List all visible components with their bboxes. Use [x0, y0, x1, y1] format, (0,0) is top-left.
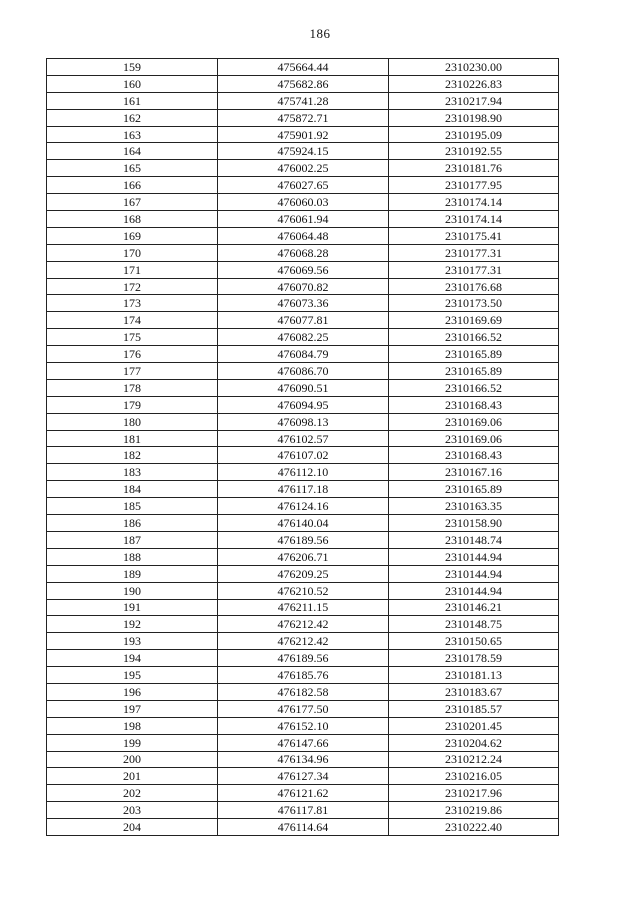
x-coordinate-cell: 476212.42 — [218, 633, 389, 650]
y-coordinate-cell: 2310166.52 — [389, 329, 559, 346]
y-coordinate-cell: 2310216.05 — [389, 768, 559, 785]
point-number-cell: 168 — [47, 211, 218, 228]
x-coordinate-cell: 476189.56 — [218, 650, 389, 667]
table-row — [47, 565, 559, 582]
coordinate-table-body — [47, 59, 559, 836]
y-coordinate-cell: 2310173.50 — [389, 295, 559, 312]
x-coordinate-cell: 476073.36 — [218, 295, 389, 312]
table-row — [47, 700, 559, 717]
y-coordinate-cell: 2310166.52 — [389, 379, 559, 396]
point-number-cell: 171 — [47, 261, 218, 278]
y-coordinate-cell: 2310212.24 — [389, 751, 559, 768]
point-number-cell: 162 — [47, 109, 218, 126]
point-number-cell: 160 — [47, 75, 218, 92]
point-number-cell: 184 — [47, 481, 218, 498]
y-coordinate-cell: 2310201.45 — [389, 717, 559, 734]
y-coordinate-cell: 2310226.83 — [389, 75, 559, 92]
table-row — [47, 227, 559, 244]
point-number-cell: 182 — [47, 447, 218, 464]
table-row — [47, 261, 559, 278]
x-coordinate-cell: 476209.25 — [218, 565, 389, 582]
x-coordinate-cell: 476124.16 — [218, 498, 389, 515]
table-row — [47, 768, 559, 785]
point-number-cell: 188 — [47, 548, 218, 565]
x-coordinate-cell: 476027.65 — [218, 177, 389, 194]
x-coordinate-cell: 476070.82 — [218, 278, 389, 295]
x-coordinate-cell: 476094.95 — [218, 396, 389, 413]
x-coordinate-cell: 476140.04 — [218, 515, 389, 532]
y-coordinate-cell: 2310169.06 — [389, 413, 559, 430]
table-row — [47, 413, 559, 430]
point-number-cell: 175 — [47, 329, 218, 346]
y-coordinate-cell: 2310168.43 — [389, 396, 559, 413]
y-coordinate-cell: 2310158.90 — [389, 515, 559, 532]
table-row — [47, 312, 559, 329]
table-row — [47, 447, 559, 464]
point-number-cell: 172 — [47, 278, 218, 295]
x-coordinate-cell: 476182.58 — [218, 683, 389, 700]
point-number-cell: 192 — [47, 616, 218, 633]
x-coordinate-cell: 476121.62 — [218, 785, 389, 802]
table-row — [47, 582, 559, 599]
y-coordinate-cell: 2310168.43 — [389, 447, 559, 464]
table-row — [47, 599, 559, 616]
point-number-cell: 166 — [47, 177, 218, 194]
y-coordinate-cell: 2310177.31 — [389, 244, 559, 261]
table-row — [47, 430, 559, 447]
table-row — [47, 244, 559, 261]
table-row — [47, 498, 559, 515]
table-row — [47, 616, 559, 633]
point-number-cell: 169 — [47, 227, 218, 244]
y-coordinate-cell: 2310174.14 — [389, 211, 559, 228]
y-coordinate-cell: 2310175.41 — [389, 227, 559, 244]
table-row — [47, 802, 559, 819]
x-coordinate-cell: 475682.86 — [218, 75, 389, 92]
table-row — [47, 650, 559, 667]
x-coordinate-cell: 476098.13 — [218, 413, 389, 430]
point-number-cell: 194 — [47, 650, 218, 667]
table-row — [47, 75, 559, 92]
point-number-cell: 190 — [47, 582, 218, 599]
x-coordinate-cell: 476211.15 — [218, 599, 389, 616]
table-row — [47, 667, 559, 684]
table-row — [47, 751, 559, 768]
point-number-cell: 193 — [47, 633, 218, 650]
point-number-cell: 163 — [47, 126, 218, 143]
y-coordinate-cell: 2310198.90 — [389, 109, 559, 126]
point-number-cell: 185 — [47, 498, 218, 515]
y-coordinate-cell: 2310230.00 — [389, 59, 559, 76]
y-coordinate-cell: 2310178.59 — [389, 650, 559, 667]
y-coordinate-cell: 2310163.35 — [389, 498, 559, 515]
y-coordinate-cell: 2310174.14 — [389, 194, 559, 211]
table-row — [47, 194, 559, 211]
y-coordinate-cell: 2310181.13 — [389, 667, 559, 684]
x-coordinate-cell: 476077.81 — [218, 312, 389, 329]
y-coordinate-cell: 2310219.86 — [389, 802, 559, 819]
table-row — [47, 363, 559, 380]
point-number-cell: 170 — [47, 244, 218, 261]
point-number-cell: 164 — [47, 143, 218, 160]
point-number-cell: 196 — [47, 683, 218, 700]
point-number-cell: 178 — [47, 379, 218, 396]
point-number-cell: 181 — [47, 430, 218, 447]
x-coordinate-cell: 476064.48 — [218, 227, 389, 244]
point-number-cell: 186 — [47, 515, 218, 532]
table-row — [47, 717, 559, 734]
table-row — [47, 92, 559, 109]
y-coordinate-cell: 2310144.94 — [389, 548, 559, 565]
table-row — [47, 548, 559, 565]
y-coordinate-cell: 2310167.16 — [389, 464, 559, 481]
y-coordinate-cell: 2310150.65 — [389, 633, 559, 650]
point-number-cell: 187 — [47, 531, 218, 548]
point-number-cell: 198 — [47, 717, 218, 734]
x-coordinate-cell: 476177.50 — [218, 700, 389, 717]
point-number-cell: 173 — [47, 295, 218, 312]
point-number-cell: 203 — [47, 802, 218, 819]
x-coordinate-cell: 476210.52 — [218, 582, 389, 599]
x-coordinate-cell: 475664.44 — [218, 59, 389, 76]
table-row — [47, 531, 559, 548]
x-coordinate-cell: 476102.57 — [218, 430, 389, 447]
page-number: 186 — [309, 26, 331, 41]
x-coordinate-cell: 476212.42 — [218, 616, 389, 633]
table-row — [47, 515, 559, 532]
y-coordinate-cell: 2310144.94 — [389, 582, 559, 599]
y-coordinate-cell: 2310195.09 — [389, 126, 559, 143]
table-row — [47, 143, 559, 160]
y-coordinate-cell: 2310169.06 — [389, 430, 559, 447]
table-row — [47, 211, 559, 228]
point-number-cell: 161 — [47, 92, 218, 109]
x-coordinate-cell: 476002.25 — [218, 160, 389, 177]
x-coordinate-cell: 476117.81 — [218, 802, 389, 819]
y-coordinate-cell: 2310144.94 — [389, 565, 559, 582]
y-coordinate-cell: 2310165.89 — [389, 346, 559, 363]
table-row — [47, 683, 559, 700]
coordinate-table-container — [46, 58, 558, 836]
y-coordinate-cell: 2310181.76 — [389, 160, 559, 177]
table-row — [47, 177, 559, 194]
x-coordinate-cell: 476060.03 — [218, 194, 389, 211]
table-row — [47, 379, 559, 396]
y-coordinate-cell: 2310177.95 — [389, 177, 559, 194]
y-coordinate-cell: 2310165.89 — [389, 481, 559, 498]
point-number-cell: 199 — [47, 734, 218, 751]
x-coordinate-cell: 476152.10 — [218, 717, 389, 734]
x-coordinate-cell: 476127.34 — [218, 768, 389, 785]
y-coordinate-cell: 2310146.21 — [389, 599, 559, 616]
table-row — [47, 346, 559, 363]
point-number-cell: 197 — [47, 700, 218, 717]
x-coordinate-cell: 476107.02 — [218, 447, 389, 464]
x-coordinate-cell: 476189.56 — [218, 531, 389, 548]
x-coordinate-cell: 476134.96 — [218, 751, 389, 768]
x-coordinate-cell: 475901.92 — [218, 126, 389, 143]
point-number-cell: 191 — [47, 599, 218, 616]
point-number-cell: 165 — [47, 160, 218, 177]
table-row — [47, 633, 559, 650]
table-row — [47, 278, 559, 295]
y-coordinate-cell: 2310165.89 — [389, 363, 559, 380]
table-row — [47, 396, 559, 413]
y-coordinate-cell: 2310148.75 — [389, 616, 559, 633]
table-row — [47, 464, 559, 481]
x-coordinate-cell: 476084.79 — [218, 346, 389, 363]
table-row — [47, 785, 559, 802]
x-coordinate-cell: 476068.28 — [218, 244, 389, 261]
x-coordinate-cell: 475924.15 — [218, 143, 389, 160]
y-coordinate-cell: 2310185.57 — [389, 700, 559, 717]
x-coordinate-cell: 476086.70 — [218, 363, 389, 380]
table-row — [47, 481, 559, 498]
table-row — [47, 160, 559, 177]
point-number-cell: 177 — [47, 363, 218, 380]
x-coordinate-cell: 476185.76 — [218, 667, 389, 684]
x-coordinate-cell: 476117.18 — [218, 481, 389, 498]
coordinate-table — [46, 58, 559, 836]
x-coordinate-cell: 476082.25 — [218, 329, 389, 346]
y-coordinate-cell: 2310169.69 — [389, 312, 559, 329]
y-coordinate-cell: 2310148.74 — [389, 531, 559, 548]
y-coordinate-cell: 2310176.68 — [389, 278, 559, 295]
point-number-cell: 179 — [47, 396, 218, 413]
point-number-cell: 176 — [47, 346, 218, 363]
x-coordinate-cell: 476069.56 — [218, 261, 389, 278]
point-number-cell: 204 — [47, 819, 218, 836]
point-number-cell: 200 — [47, 751, 218, 768]
x-coordinate-cell: 476090.51 — [218, 379, 389, 396]
point-number-cell: 195 — [47, 667, 218, 684]
point-number-cell: 201 — [47, 768, 218, 785]
x-coordinate-cell: 476061.94 — [218, 211, 389, 228]
y-coordinate-cell: 2310222.40 — [389, 819, 559, 836]
table-row — [47, 59, 559, 76]
table-row — [47, 329, 559, 346]
x-coordinate-cell: 475741.28 — [218, 92, 389, 109]
point-number-cell: 183 — [47, 464, 218, 481]
table-row — [47, 126, 559, 143]
point-number-cell: 202 — [47, 785, 218, 802]
table-row — [47, 734, 559, 751]
y-coordinate-cell: 2310217.94 — [389, 92, 559, 109]
point-number-cell: 167 — [47, 194, 218, 211]
y-coordinate-cell: 2310204.62 — [389, 734, 559, 751]
x-coordinate-cell: 476147.66 — [218, 734, 389, 751]
y-coordinate-cell: 2310177.31 — [389, 261, 559, 278]
point-number-cell: 159 — [47, 59, 218, 76]
table-row — [47, 295, 559, 312]
y-coordinate-cell: 2310183.67 — [389, 683, 559, 700]
x-coordinate-cell: 476114.64 — [218, 819, 389, 836]
x-coordinate-cell: 475872.71 — [218, 109, 389, 126]
table-row — [47, 819, 559, 836]
point-number-cell: 180 — [47, 413, 218, 430]
point-number-cell: 189 — [47, 565, 218, 582]
y-coordinate-cell: 2310217.96 — [389, 785, 559, 802]
table-row — [47, 109, 559, 126]
point-number-cell: 174 — [47, 312, 218, 329]
x-coordinate-cell: 476112.10 — [218, 464, 389, 481]
x-coordinate-cell: 476206.71 — [218, 548, 389, 565]
y-coordinate-cell: 2310192.55 — [389, 143, 559, 160]
